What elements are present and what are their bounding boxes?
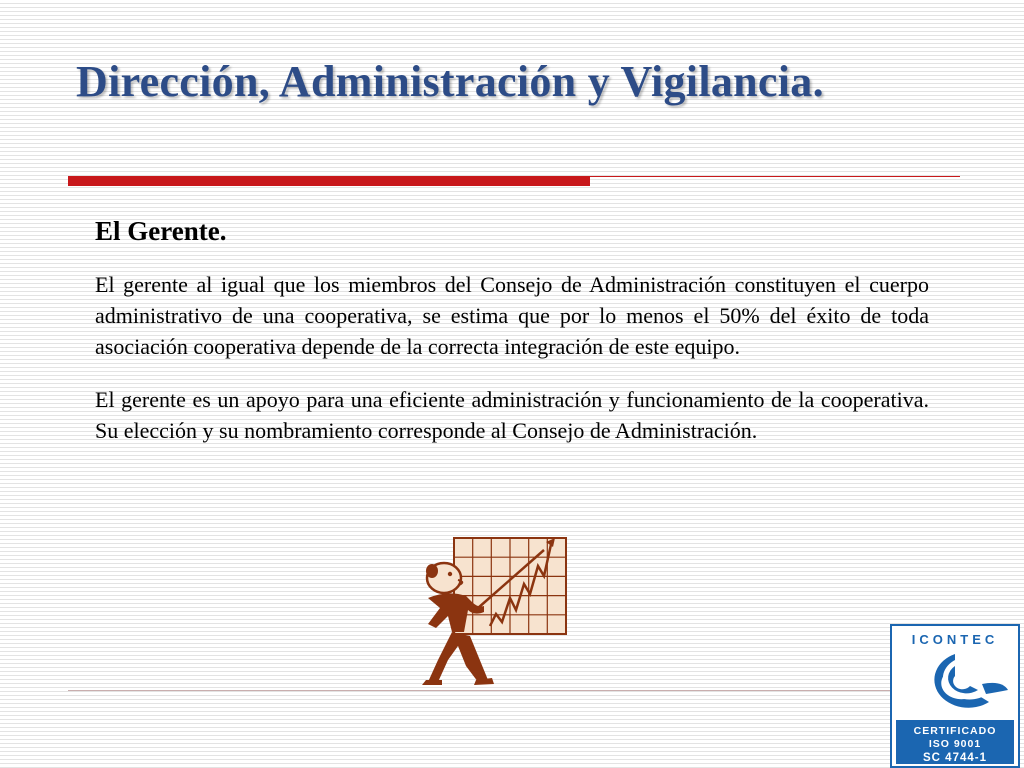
title-underline-bar — [68, 176, 590, 186]
paragraph-2: El gerente es un apoyo para una eficiente administración y funcionamiento de la cooperativa. Su elección y su nombramiento corresponde al Consejo de Administración. — [95, 387, 929, 443]
manager-chart-clipart — [418, 536, 573, 686]
paragraph-1: El gerente al igual que los miembros del Consejo de Administración constituyen el cuerpo administrativo de una cooperativa, se estima que por lo menos el 50% del éxito de toda asociación cooperativa depende de la correcta integración de este equipo. — [95, 272, 929, 359]
title-underline-thin — [590, 176, 960, 177]
footer-rule — [68, 690, 890, 691]
logo-code-text: SC 4744-1 — [923, 752, 987, 764]
icontec-certification-logo — [890, 624, 1020, 768]
section-heading: El Gerente. — [95, 216, 227, 246]
logo-brand-text: ICONTEC — [911, 632, 999, 647]
logo-standard-text: ISO 9001 — [928, 738, 982, 750]
slide-title: Dirección, Administración y Vigilancia. — [76, 57, 824, 106]
slide-body — [95, 216, 929, 468]
logo-certified-text: CERTIFICADO — [913, 725, 997, 737]
